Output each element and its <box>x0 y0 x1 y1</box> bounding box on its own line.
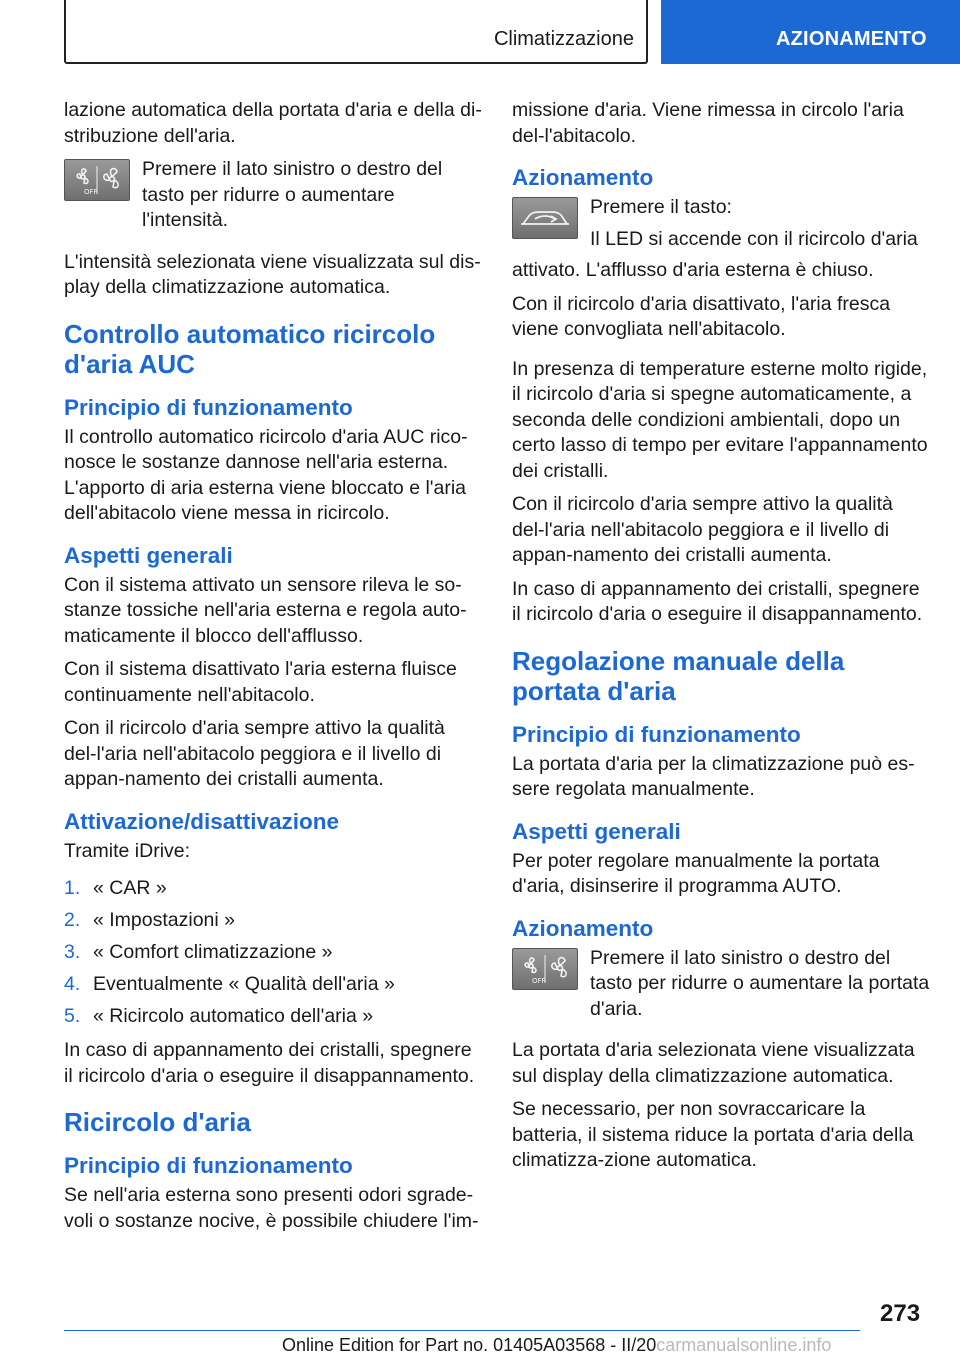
section-heading-regolazione: Regolazione manuale della portata d'aria <box>512 645 845 706</box>
icon-instruction-text: Premere il lato sinistro o destro del tasto per ridurre o aumentare l'intensità. <box>142 158 443 231</box>
page-number: 273 <box>880 1300 921 1327</box>
subheading: Principio di funzionamento <box>64 394 353 420</box>
icon-instruction <box>64 157 482 240</box>
paragraph: La portata d'aria selezionata viene visualizzata sul display della climatizzazione automatica. <box>512 1039 915 1087</box>
header-tab: AZIONAMENTO <box>661 0 960 64</box>
right-column <box>512 98 930 1182</box>
steps-list <box>64 872 482 1032</box>
fan-off-icon <box>64 159 130 201</box>
subheading: Azionamento <box>512 165 654 190</box>
list-item: 1. « CAR » <box>64 877 167 899</box>
paragraph: lazione automatica della portata d'aria e della di-stribuzione dell'aria. <box>64 99 482 147</box>
subheading: Azionamento <box>512 915 654 941</box>
paragraph: In presenza di temperature esterne molto rigide, il ricircolo d'aria si spegne automaticamente, a seconda delle condizioni ambientali, dopo un certo lasso di tempo per evitare l'appannamento dei cristalli. <box>512 357 928 482</box>
subheading: Aspetti generali <box>64 542 233 568</box>
header-section-frame <box>64 0 648 64</box>
svg-text:OFF: OFF <box>532 976 546 985</box>
fan-off-icon <box>512 948 578 990</box>
footer-edition: Online Edition for Part no. 01405A03568 - II/20carmanualsonline.info <box>282 1335 832 1355</box>
section-heading-auc: Controllo automatico ricircolo d'aria AUC <box>64 318 436 379</box>
list-item: 2. « Impostazioni » <box>64 909 235 931</box>
paragraph: Con il ricircolo d'aria sempre attivo la qualità del-l'aria nell'abitacolo peggiora e il livello di appan-namento dei cristalli aumenta. <box>512 493 893 566</box>
paragraph: Per poter regolare manualmente la portata d'aria, disinserire il programma AUTO. <box>512 849 880 897</box>
subheading: Attivazione/disattivazione <box>64 808 340 834</box>
paragraph: Il controllo automatico ricircolo d'aria AUC rico-nosce le sostanze dannose nell'aria esterna. L'apporto di aria esterna viene bloccato e l'aria dell'abitacolo viene messa in ricircolo. <box>64 425 468 524</box>
list-item: 3. « Comfort climatizzazione » <box>64 941 333 963</box>
paragraph: attivato. L'afflusso d'aria esterna è chiuso. <box>512 259 874 281</box>
footer-divider <box>64 1330 860 1331</box>
paragraph: La portata d'aria per la climatizzazione può es-sere regolata manualmente. <box>512 752 915 800</box>
subheading: Principio di funzionamento <box>512 721 801 747</box>
watermark: carmanualsonline.info <box>656 1335 832 1355</box>
paragraph: Con il sistema attivato un sensore rileva le so-stanze tossiche nell'aria esterna e regola auto-maticamente il blocco dell'afflusso. <box>64 573 467 647</box>
icon-instruction <box>512 946 930 1029</box>
paragraph: Se necessario, per non sovraccaricare la batteria, il sistema riduce la portata d'aria della climatizza-zione automatica. <box>512 1098 914 1171</box>
left-column <box>64 98 482 1242</box>
paragraph: Tramite iDrive: <box>64 839 191 862</box>
icon-instruction <box>512 195 930 258</box>
header-section-title: Climatizzazione <box>493 28 634 50</box>
paragraph: Se nell'aria esterna sono presenti odori sgrade-voli o sostanze nocive, è possibile chiudere l'im- <box>64 1184 479 1232</box>
svg-text:OFF: OFF <box>84 188 98 196</box>
paragraph: In caso di appannamento dei cristalli, spegnere il ricircolo d'aria o eseguire il disappannamento. <box>64 1039 475 1087</box>
paragraph: Con il sistema disattivato l'aria esterna fluisce continuamente nell'abitacolo. <box>64 658 457 706</box>
list-item: 5. « Ricircolo automatico dell'aria » <box>64 1005 374 1027</box>
paragraph: Con il ricircolo d'aria sempre attivo la qualità del-l'aria nell'abitacolo peggiora e il livello di appan-namento dei cristalli aumenta. <box>64 717 445 790</box>
subheading: Principio di funzionamento <box>64 1153 353 1178</box>
subheading: Aspetti generali <box>512 818 681 844</box>
icon-instruction-text: Premere il tasto: Il LED si accende con il ricircolo d'aria <box>590 196 918 250</box>
section-heading-ricircolo: Ricircolo d'aria <box>64 1107 251 1137</box>
list-item: 4. Eventualmente « Qualità dell'aria » <box>64 973 395 995</box>
icon-instruction-text: Premere il lato sinistro o destro del tasto per ridurre o aumentare la portata d'aria. <box>590 946 930 1020</box>
paragraph: Con il ricircolo d'aria disattivato, l'aria fresca viene convogliata nell'abitacolo. <box>512 292 891 340</box>
recirculation-icon <box>512 197 578 239</box>
paragraph: missione d'aria. Viene rimessa in circolo l'aria del-l'abitacolo. <box>512 99 904 147</box>
paragraph: In caso di appannamento dei cristalli, spegnere il ricircolo d'aria o eseguire il disappannamento. <box>512 577 923 625</box>
paragraph: L'intensità selezionata viene visualizzata sul dis-play della climatizzazione automatica. <box>64 250 481 298</box>
